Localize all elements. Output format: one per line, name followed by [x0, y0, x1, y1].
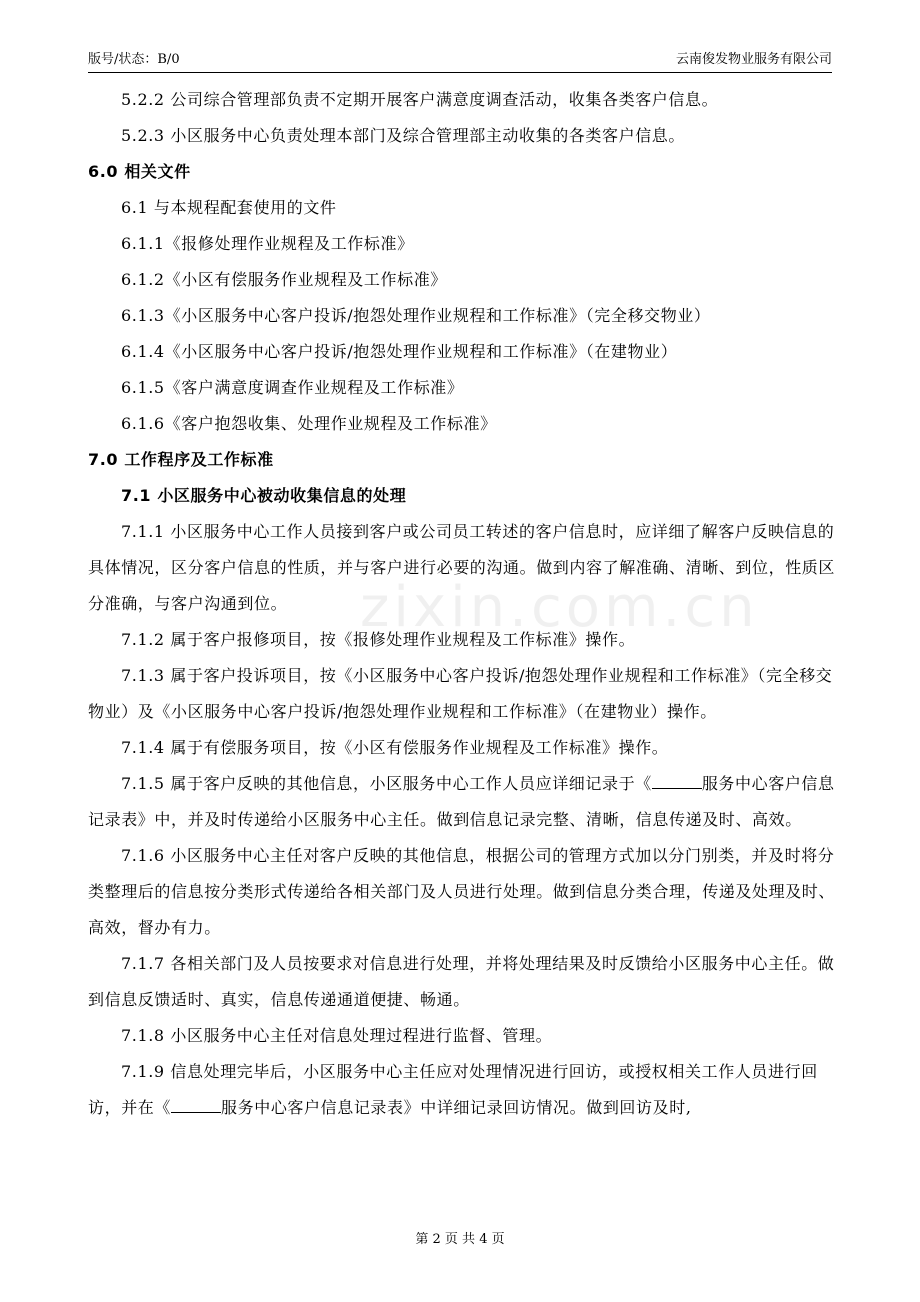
- page-number: 第 2 页 共 4 页: [415, 1232, 505, 1247]
- paragraph-6-1-6: 6.1.6《客户抱怨收集、处理作业规程及工作标准》: [121, 414, 497, 433]
- paragraph-5-2-3: 5.2.3 小区服务中心负责处理本部门及综合管理部主动收集的各类客户信息。: [121, 126, 685, 145]
- paragraph-7-1-5-end: 服务中心客户信息记录表》中，并及时传递给小区服务中心主任。做到信息记录完整、清晰，信息传递及时、高效。: [88, 774, 835, 829]
- paragraph-7-1-9: [88, 1054, 836, 1126]
- paragraph-7-1-6: 7.1.6 小区服务中心主任对客户反映的其他信息，根据公司的管理方式加以分门别类，并及时将分类整理后的信息按分类形式传递给各相关部门及人员进行处理。做到信息分类合理，传递及处理及时、高效，督办有力。: [88, 846, 836, 937]
- section-heading-7-0: 7.0 工作程序及工作标准: [88, 450, 274, 469]
- paragraph-6-1-1: 6.1.1《报修处理作业规程及工作标准》: [121, 234, 414, 253]
- paragraph-7-1-2: 7.1.2 属于客户报修项目，按《报修处理作业规程及工作标准》操作。: [121, 630, 636, 649]
- paragraph-5-2-2: 5.2.2 公司综合管理部负责不定期开展客户满意度调查活动，收集各类客户信息。: [121, 90, 719, 109]
- paragraph-7-1-8: 7.1.8 小区服务中心主任对信息处理过程进行监督、管理。: [121, 1026, 553, 1045]
- paragraph-7-1-5-start: 7.1.5 属于客户反映的其他信息，小区服务中心工作人员应详细记录于《: [121, 774, 652, 793]
- fill-in-blank: [652, 774, 702, 789]
- company-name: 云南俊发物业服务有限公司: [675, 52, 832, 67]
- paragraph-6-1-4: 6.1.4《小区服务中心客户投诉/抱怨处理作业规程和工作标准》（在建物业）: [121, 342, 678, 361]
- paragraph-6-1-2: 6.1.2《小区有偿服务作业规程及工作标准》: [121, 270, 447, 289]
- page-header: [88, 50, 832, 73]
- fill-in-blank: [171, 1098, 221, 1113]
- paragraph-6-1: 6.1 与本规程配套使用的文件: [121, 198, 337, 217]
- paragraph-7-1-1: 7.1.1 小区服务中心工作人员接到客户或公司员工转述的客户信息时，应详细了解客户反映信息的具体情况，区分客户信息的性质，并与客户进行必要的沟通。做到内容了解准确、清晰、到位，性质区分准确，与客户沟通到位。: [88, 522, 836, 613]
- paragraph-7-1-9-end: 服务中心客户信息记录表》中详细记录回访情况。做到回访及时,: [221, 1098, 692, 1117]
- paragraph-7-1-4: 7.1.4 属于有偿服务项目，按《小区有偿服务作业规程及工作标准》操作。: [121, 738, 669, 757]
- paragraph-7-1-7: 7.1.7 各相关部门及人员按要求对信息进行处理，并将处理结果及时反馈给小区服务中心主任。做到信息反馈适时、真实，信息传递通道便捷、畅通。: [88, 954, 835, 1009]
- page-footer: [0, 1228, 920, 1247]
- paragraph-6-1-5: 6.1.5《客户满意度调查作业规程及工作标准》: [121, 378, 464, 397]
- watermark: zixin.com.cn: [360, 575, 759, 640]
- section-heading-7-1: 7.1 小区服务中心被动收集信息的处理: [121, 486, 407, 505]
- paragraph-7-1-3: 7.1.3 属于客户投诉项目，按《小区服务中心客户投诉/抱怨处理作业规程和工作标准》（完全移交物业）及《小区服务中心客户投诉/抱怨处理作业规程和工作标准》（在建物业）操作。: [88, 666, 833, 721]
- paragraph-6-1-3: 6.1.3《小区服务中心客户投诉/抱怨处理作业规程和工作标准》（完全移交物业）: [121, 306, 711, 325]
- paragraph-7-1-5: [88, 766, 836, 838]
- version-status: 版号/状态：B/0: [88, 52, 180, 67]
- document-body: [88, 82, 836, 1126]
- paragraph-7-1-9-start: 7.1.9 信息处理完毕后，小区服务中心主任应对处理情况进行回访，或授权相关工作人员进行回访，并在《: [88, 1062, 818, 1117]
- section-heading-6-0: 6.0 相关文件: [88, 162, 191, 181]
